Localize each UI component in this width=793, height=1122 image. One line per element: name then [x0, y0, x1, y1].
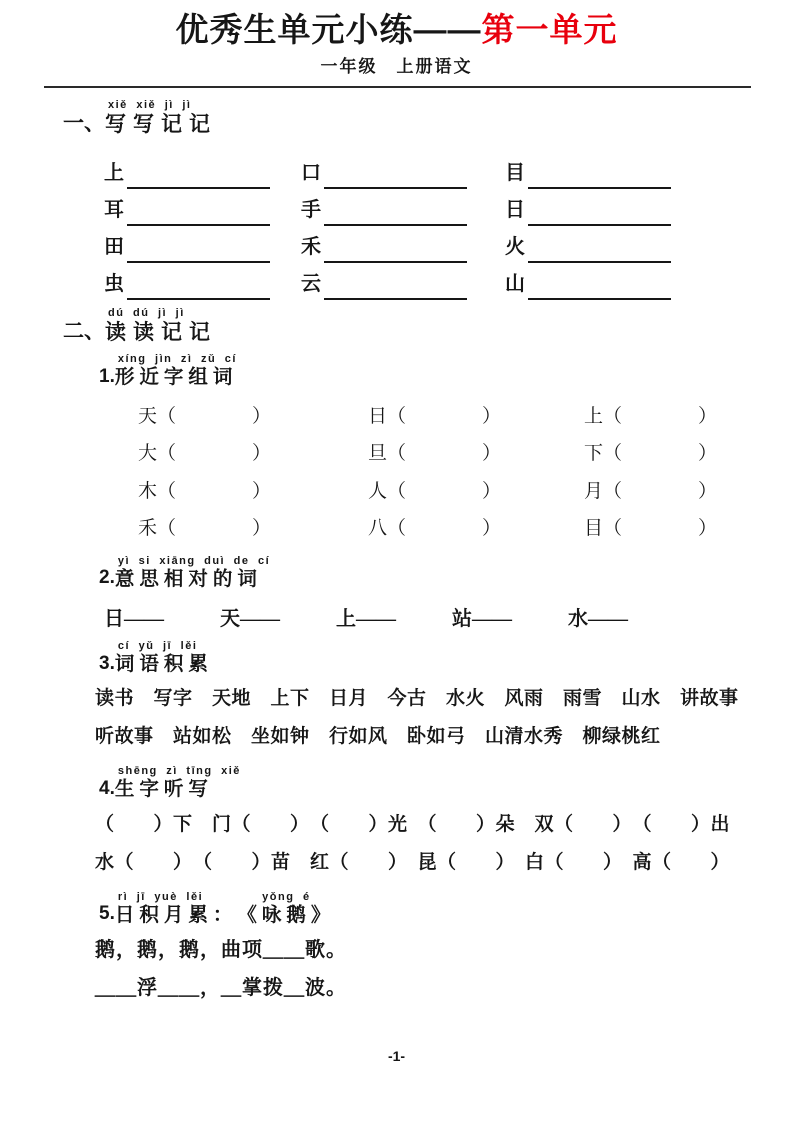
hanzi-char: 虫 — [104, 273, 124, 296]
writing-blank — [528, 186, 671, 189]
item5-title-block — [115, 892, 238, 926]
section1-number: 一、 — [63, 111, 105, 135]
page-subtitle: 一年级 上册语文 — [320, 56, 473, 76]
item5-header — [99, 892, 793, 926]
item1-title-block — [115, 354, 238, 388]
item5-book-block — [237, 892, 335, 926]
hanzi-char: 下 — [584, 443, 604, 465]
write-cell — [301, 185, 505, 222]
hanzi-char: 天 — [138, 405, 158, 427]
answer-parens: （ ） — [387, 480, 502, 502]
answer-parens: （ ） — [603, 518, 718, 540]
paren-cell — [138, 508, 368, 546]
section1-header — [63, 100, 793, 136]
section2-title-block — [105, 308, 217, 344]
item2-pinyin: yì si xiāng duì de cí — [117, 554, 271, 567]
writing-blank — [127, 186, 270, 189]
opposite-word: 日—— — [104, 608, 164, 630]
hanzi-char: 手 — [301, 199, 321, 222]
paren-cell — [138, 396, 368, 434]
page-number: -1- — [387, 1048, 406, 1064]
item5-book-pinyin: yǒng é — [262, 890, 311, 903]
write-cell — [104, 259, 301, 296]
opposite-word: 上—— — [336, 608, 396, 630]
item3-pinyin: cí yǔ jī lěi — [117, 640, 198, 652]
hanzi-char: 云 — [301, 273, 321, 296]
write-cell — [505, 259, 793, 296]
item1-title: 形近字组词 — [114, 366, 238, 389]
hanzi-char: 口 — [301, 162, 321, 185]
writing-blank — [127, 297, 270, 300]
hanzi-char: 八 — [368, 518, 388, 540]
hanzi-char: 月 — [584, 480, 604, 502]
item5-book-title: 《咏鹅》 — [237, 903, 336, 926]
writing-blank — [127, 223, 270, 226]
write-cell — [301, 259, 505, 296]
near-form-grid — [138, 396, 793, 546]
paren-cell — [138, 433, 368, 471]
opposite-word: 水—— — [568, 608, 628, 630]
page-title-main: 优秀生单元小练—— — [175, 11, 482, 48]
hanzi-char: 火 — [505, 236, 525, 259]
writing-blank — [324, 297, 467, 300]
section2-pinyin: dú dú jì jì — [108, 307, 185, 320]
item3-title: 词语积累 — [114, 653, 213, 675]
paren-cell — [584, 471, 793, 509]
answer-parens: （ ） — [387, 405, 502, 427]
hanzi-char: 人 — [368, 480, 388, 502]
writing-blank — [528, 297, 671, 300]
write-cell — [301, 148, 505, 185]
section2-header — [63, 308, 793, 344]
answer-parens: （ ） — [603, 405, 718, 427]
opposite-word: 站—— — [452, 608, 512, 630]
item4-number: 4. — [99, 777, 115, 799]
item3-title-block — [115, 641, 213, 675]
paren-cell — [584, 396, 793, 434]
section1-title-block — [105, 100, 217, 136]
paren-cell — [368, 433, 584, 471]
paren-cell — [584, 508, 793, 546]
writing-blank — [324, 223, 467, 226]
poem-line1: 鹅，鹅，鹅，曲项＿＿歌。 — [95, 939, 347, 962]
dictation-line2: 水（ ） （ ）苗 红（ ） 昆（ ） 白（ ） 高（ ） — [95, 851, 731, 873]
paren-cell — [368, 508, 584, 546]
section1-title: 写写记记 — [105, 112, 217, 136]
writing-blank — [324, 186, 467, 189]
write-cell — [104, 185, 301, 222]
paren-cell — [368, 471, 584, 509]
item4-header — [99, 766, 793, 800]
hanzi-char: 禾 — [138, 518, 158, 540]
hanzi-char: 目 — [584, 518, 604, 540]
paren-cell — [584, 433, 793, 471]
word-accumulation-line1: 读书 写字 天地 上下 日月 今古 水火 风雨 雨雪 山水 讲故事 — [95, 688, 739, 710]
answer-parens: （ ） — [387, 443, 502, 465]
header-divider — [44, 86, 751, 88]
hanzi-char: 山 — [505, 273, 525, 296]
answer-parens: （ ） — [387, 518, 502, 540]
paren-cell — [368, 396, 584, 434]
answer-parens: （ ） — [603, 443, 718, 465]
hanzi-char: 禾 — [301, 236, 321, 259]
page-title — [0, 0, 793, 49]
item4-title: 生字听写 — [114, 778, 213, 801]
item2-number: 2. — [99, 567, 115, 589]
write-practice-grid — [104, 148, 793, 296]
hanzi-char: 上 — [584, 405, 604, 427]
page-title-unit: 第一单元 — [481, 11, 618, 48]
writing-blank — [127, 260, 270, 263]
hanzi-char: 日 — [505, 199, 525, 222]
answer-parens: （ ） — [157, 443, 272, 465]
word-accumulation-line2: 听故事 站如松 坐如钟 行如风 卧如弓 山清水秀 柳绿桃红 — [95, 726, 661, 748]
write-cell — [104, 148, 301, 185]
hanzi-char: 日 — [368, 405, 388, 427]
item4-title-block — [115, 766, 241, 800]
write-cell — [505, 185, 793, 222]
answer-parens: （ ） — [157, 405, 272, 427]
item5-pinyin: rì jī yuè lěi — [117, 890, 204, 903]
item2-header — [99, 556, 793, 590]
answer-parens: （ ） — [603, 480, 718, 502]
writing-blank — [324, 260, 467, 263]
opposites-row — [104, 602, 793, 631]
item2-title: 意思相对的词 — [114, 567, 262, 590]
item3-number: 3. — [99, 652, 115, 674]
section1-pinyin: xiě xiě jì jì — [108, 98, 192, 111]
hanzi-char: 目 — [505, 162, 525, 185]
item5-number: 5. — [99, 903, 115, 925]
item2-title-block — [115, 556, 270, 590]
item4-pinyin: shēng zì tīng xiě — [117, 765, 241, 778]
poem-line2: ＿＿浮＿＿，＿掌拨＿波。 — [95, 977, 347, 1000]
write-cell — [104, 222, 301, 259]
item3-header — [99, 641, 793, 675]
answer-parens: （ ） — [157, 480, 272, 502]
item5-title: 日积月累： — [114, 903, 238, 926]
hanzi-char: 上 — [104, 162, 124, 185]
writing-blank — [528, 260, 671, 263]
hanzi-char: 大 — [138, 443, 158, 465]
item1-pinyin: xíng jìn zì zǔ cí — [117, 353, 237, 366]
write-cell — [505, 148, 793, 185]
hanzi-char: 旦 — [368, 443, 388, 465]
hanzi-char: 木 — [138, 480, 158, 502]
write-cell — [505, 222, 793, 259]
item1-header — [99, 354, 793, 388]
hanzi-char: 田 — [104, 236, 124, 259]
section2-title: 读读记记 — [105, 321, 217, 345]
paren-cell — [138, 471, 368, 509]
section2-number: 二、 — [63, 320, 105, 344]
write-cell — [301, 222, 505, 259]
item1-number: 1. — [99, 365, 115, 387]
writing-blank — [528, 223, 671, 226]
answer-parens: （ ） — [157, 518, 272, 540]
dictation-line1: （ ）下 门（ ） （ ）光 （ ）朵 双（ ） （ ）出 — [95, 813, 731, 835]
opposite-word: 天—— — [220, 608, 280, 630]
hanzi-char: 耳 — [104, 199, 124, 222]
